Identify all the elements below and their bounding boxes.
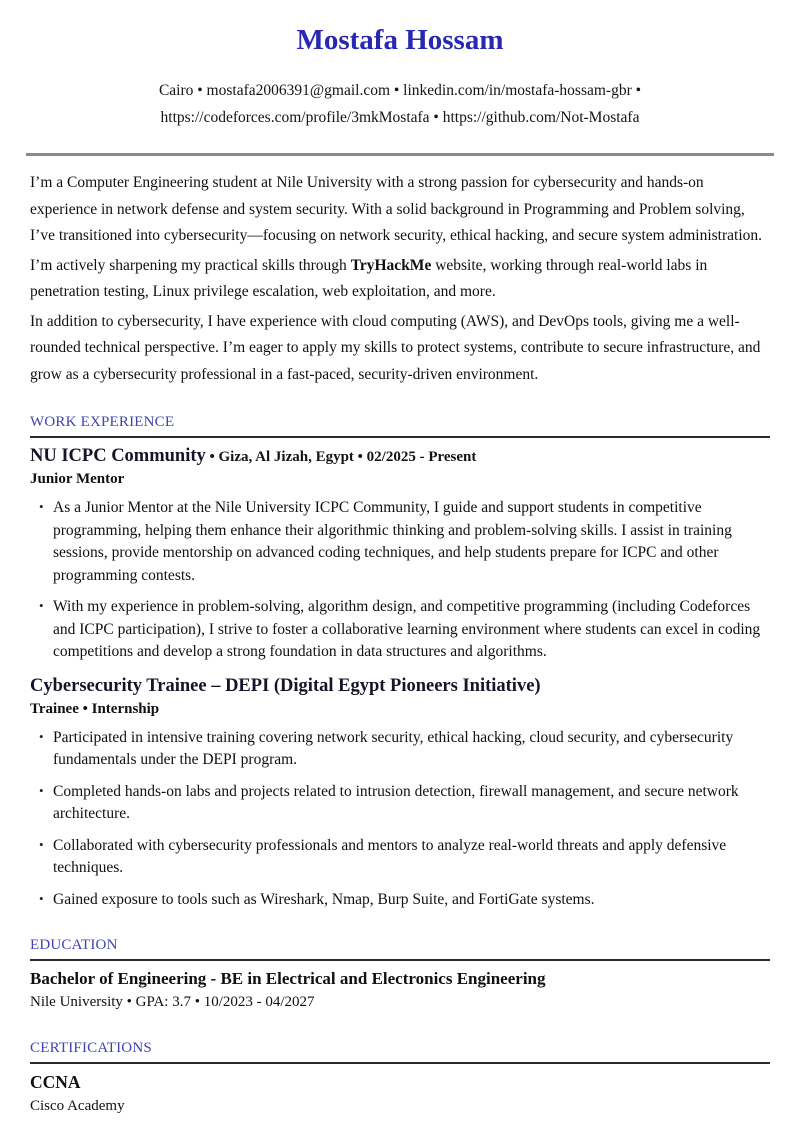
summary-text: website, working through real-world labs in penetration testing, Linux privilege escalation, web exploitation, and more. — [30, 256, 708, 300]
summary-text: I’m a Computer Engineering student at Nile University with a strong passion for cybersecurity and hands-on experience in network defense and system security. With a solid background in Programming and Problem solving, I’ve transitioned into cybersecurity—focusing on network security, ethical hacking, and secure system administration. — [30, 174, 763, 244]
education-entry — [30, 967, 770, 1014]
bullet-item: • Participated in intensive training covering network security, ethical hacking, cloud security, and cybersecurity fundamentals under the DEPI program. — [39, 727, 770, 772]
job-entry — [30, 674, 770, 912]
job-header — [30, 444, 770, 469]
header-divider — [26, 153, 774, 156]
job-company: NU ICPC Community — [30, 446, 206, 466]
summary-paragraph-3 — [30, 309, 770, 389]
section-title-certifications: CERTIFICATIONS — [30, 1040, 152, 1056]
job-entry — [30, 444, 770, 664]
job-role: Trainee • Internship — [30, 700, 160, 717]
summary-text: In addition to cybersecurity, I have experience with cloud computing (AWS), and DevOps tools, giving me a well-rounded technical perspective. I’m eager to apply my skills to protect systems, contribute to secure infrastructure, and grow as a cybersecurity professional in a fast-paced, security-driven environment. — [30, 312, 761, 383]
section-title-work-experience: WORK EXPERIENCE — [30, 414, 175, 430]
section-divider — [30, 959, 770, 961]
summary-section — [30, 170, 770, 388]
bullet-item: • Collaborated with cybersecurity professionals and mentors to analyze real-world threats and apply defensive techniques. — [39, 835, 770, 880]
page-title: Mostafa Hossam — [296, 24, 504, 56]
education-details: Nile University • GPA: 3.7 • 10/2023 - 04/2027 — [30, 994, 315, 1010]
certification-name: CCNA — [30, 1072, 81, 1092]
job-header — [30, 674, 770, 699]
job-bullet-list — [30, 727, 770, 912]
bullet-item: • As a Junior Mentor at the Nile University ICPC Community, I guide and support students in competitive programming, helping them enhance their algorithmic thinking and problem-solving skills. I assist in training sessions, provide mentorship on advanced coding techniques, and help students prepare for ICPC and other programming contests. — [39, 497, 770, 587]
education-degree: Bachelor of Engineering - BE in Electrical and Electronics Engineering — [30, 969, 546, 988]
bullet-item: • Completed hands-on labs and projects related to intrusion detection, firewall management, and secure network architecture. — [39, 781, 770, 826]
job-company: Cybersecurity Trainee – DEPI (Digital Egypt Pioneers Initiative) — [30, 675, 541, 696]
section-divider — [30, 436, 770, 438]
contact-line-1: Cairo • mostafa2006391@gmail.com • linkedin.com/in/mostafa-hossam-gbr • — [158, 82, 642, 99]
certification-entry — [30, 1070, 770, 1118]
summary-bold-text: TryHackMe — [350, 256, 432, 274]
job-meta: • Giza, Al Jizah, Egypt • 02/2025 - Present — [205, 449, 477, 465]
summary-paragraph-2 — [30, 253, 770, 306]
certification-issuer: Cisco Academy — [30, 1098, 125, 1114]
section-title-education: EDUCATION — [30, 937, 118, 953]
summary-text: I’m actively sharpening my practical skills through — [30, 256, 351, 274]
bullet-item: • With my experience in problem-solving, algorithm design, and competitive programming (including Codeforces and ICPC participation), I strive to foster a collaborative learning environment where students can excel in coding competitions and develop a strong foundation in data structures and algorithms. — [39, 596, 770, 664]
section-divider — [30, 1062, 770, 1064]
contact-line-2: https://codeforces.com/profile/3mkMostafa • https://github.com/Not-Mostafa — [160, 109, 640, 126]
summary-paragraph-1 — [30, 170, 770, 250]
job-role: Junior Mentor — [30, 471, 125, 487]
bullet-item: • Gained exposure to tools such as Wireshark, Nmap, Burp Suite, and FortiGate systems. — [39, 889, 770, 912]
job-bullet-list — [30, 497, 770, 664]
